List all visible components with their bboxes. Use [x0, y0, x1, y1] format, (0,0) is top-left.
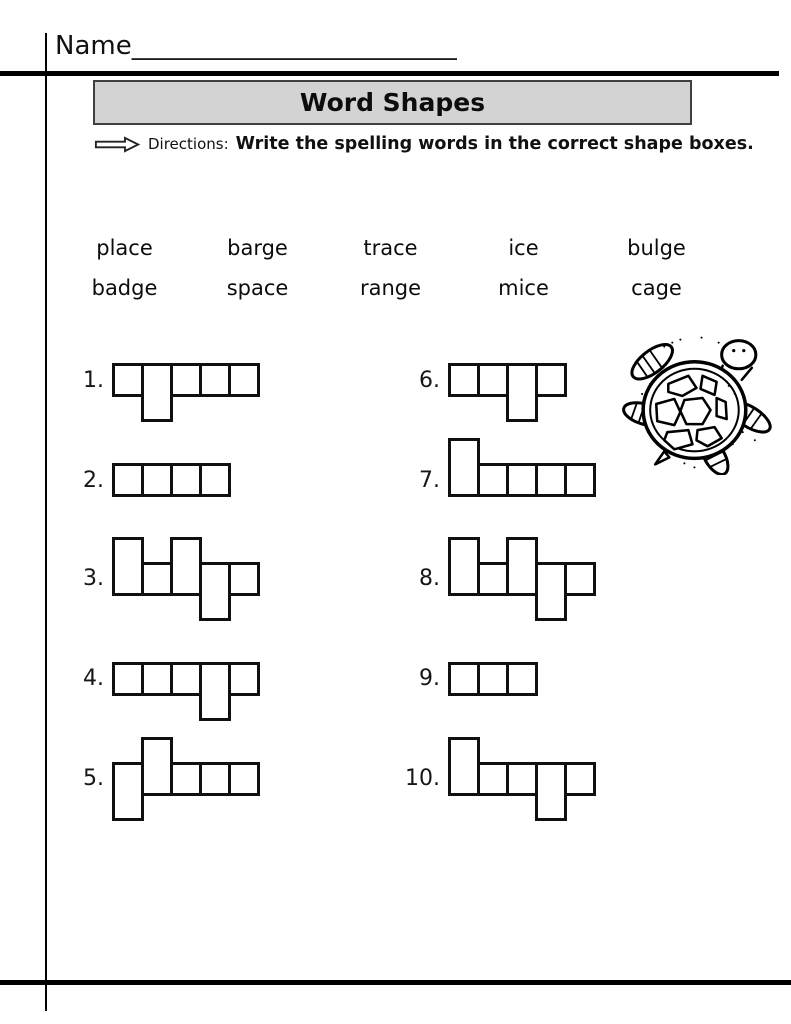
letter-box-small[interactable] — [564, 762, 596, 796]
letter-box-small[interactable] — [141, 662, 173, 696]
letter-box-small[interactable] — [564, 562, 596, 596]
letter-box-small[interactable] — [141, 562, 173, 596]
name-label: Name — [55, 31, 132, 61]
letter-box-descender[interactable] — [141, 363, 173, 422]
item-number-8: 8. — [419, 566, 440, 591]
item-number-5: 5. — [83, 766, 104, 791]
top-divider-rule — [0, 71, 779, 76]
letter-box-small[interactable] — [170, 463, 202, 497]
letter-box-small[interactable] — [448, 662, 480, 696]
shape-row-2 — [112, 438, 231, 522]
word-range: range — [359, 276, 422, 300]
item-number-7: 7. — [419, 468, 440, 493]
letter-box-small[interactable] — [170, 762, 202, 796]
letter-box-small[interactable] — [170, 662, 202, 696]
shape-row-3 — [112, 537, 260, 621]
letter-box-descender[interactable] — [112, 762, 144, 821]
word-place: place — [96, 236, 153, 260]
word-bank — [58, 228, 723, 308]
letter-box-ascender[interactable] — [506, 537, 538, 596]
word-space: space — [226, 276, 289, 300]
letter-box-small[interactable] — [477, 363, 509, 397]
directions-label: Directions: — [148, 135, 229, 153]
letter-box-small[interactable] — [535, 363, 567, 397]
item-number-1: 1. — [83, 368, 104, 393]
directions-row — [94, 131, 754, 157]
letter-box-small[interactable] — [477, 662, 509, 696]
letter-box-descender[interactable] — [535, 562, 567, 621]
letter-box-small[interactable] — [477, 562, 509, 596]
word-mice: mice — [498, 276, 549, 300]
item-number-6: 6. — [419, 368, 440, 393]
letter-box-small[interactable] — [141, 463, 173, 497]
letter-box-small[interactable] — [112, 463, 144, 497]
word-barge: barge — [227, 236, 288, 260]
letter-box-descender[interactable] — [535, 762, 567, 821]
letter-box-ascender[interactable] — [141, 737, 173, 796]
word-trace: trace — [363, 236, 418, 260]
letter-box-small[interactable] — [506, 762, 538, 796]
name-blank-line[interactable]: _________________________ — [131, 31, 457, 61]
letter-box-small[interactable] — [564, 463, 596, 497]
letter-box-small[interactable] — [477, 762, 509, 796]
letter-box-small[interactable] — [112, 363, 144, 397]
letter-box-ascender[interactable] — [448, 438, 480, 497]
word-cage: cage — [631, 276, 682, 300]
shape-row-1 — [112, 338, 260, 422]
shape-row-8 — [448, 537, 596, 621]
letter-box-descender[interactable] — [199, 562, 231, 621]
shape-row-4 — [112, 637, 260, 721]
letter-box-small[interactable] — [228, 363, 260, 397]
word-ice: ice — [508, 236, 539, 260]
page-title: Word Shapes — [299, 88, 486, 117]
directions-text: Write the spelling words in the correct shape boxes. — [235, 134, 754, 154]
letter-box-small[interactable] — [535, 463, 567, 497]
letter-box-small[interactable] — [506, 662, 538, 696]
letter-box-small[interactable] — [228, 662, 260, 696]
word-bank-row — [58, 268, 723, 308]
shape-row-10 — [448, 737, 596, 821]
letter-box-small[interactable] — [228, 762, 260, 796]
letter-box-ascender[interactable] — [170, 537, 202, 596]
word-bank-row — [58, 228, 723, 268]
item-number-4: 4. — [83, 666, 104, 691]
letter-box-small[interactable] — [199, 363, 231, 397]
left-margin-line — [45, 33, 47, 1011]
item-number-10: 10. — [405, 766, 440, 791]
letter-box-ascender[interactable] — [448, 737, 480, 796]
word-bulge: bulge — [627, 236, 686, 260]
directions-arrow-icon — [94, 135, 141, 154]
letter-box-small[interactable] — [199, 463, 231, 497]
letter-box-descender[interactable] — [199, 662, 231, 721]
name-row — [55, 30, 457, 62]
letter-box-small[interactable] — [477, 463, 509, 497]
letter-box-ascender[interactable] — [448, 537, 480, 596]
letter-box-descender[interactable] — [506, 363, 538, 422]
item-number-2: 2. — [83, 468, 104, 493]
shape-row-5 — [112, 737, 260, 821]
shape-row-6 — [448, 338, 567, 422]
letter-box-small[interactable] — [506, 463, 538, 497]
word-badge: badge — [91, 276, 158, 300]
item-number-9: 9. — [419, 666, 440, 691]
letter-box-small[interactable] — [112, 662, 144, 696]
shape-row-7 — [448, 438, 596, 522]
letter-box-small[interactable] — [199, 762, 231, 796]
letter-box-ascender[interactable] — [112, 537, 144, 596]
letter-box-small[interactable] — [228, 562, 260, 596]
letter-box-small[interactable] — [448, 363, 480, 397]
title-bar — [93, 80, 692, 125]
item-number-3: 3. — [83, 566, 104, 591]
turtle-clipart-icon — [622, 331, 778, 475]
bottom-divider-rule — [0, 980, 791, 985]
letter-box-small[interactable] — [170, 363, 202, 397]
shape-row-9 — [448, 637, 538, 721]
